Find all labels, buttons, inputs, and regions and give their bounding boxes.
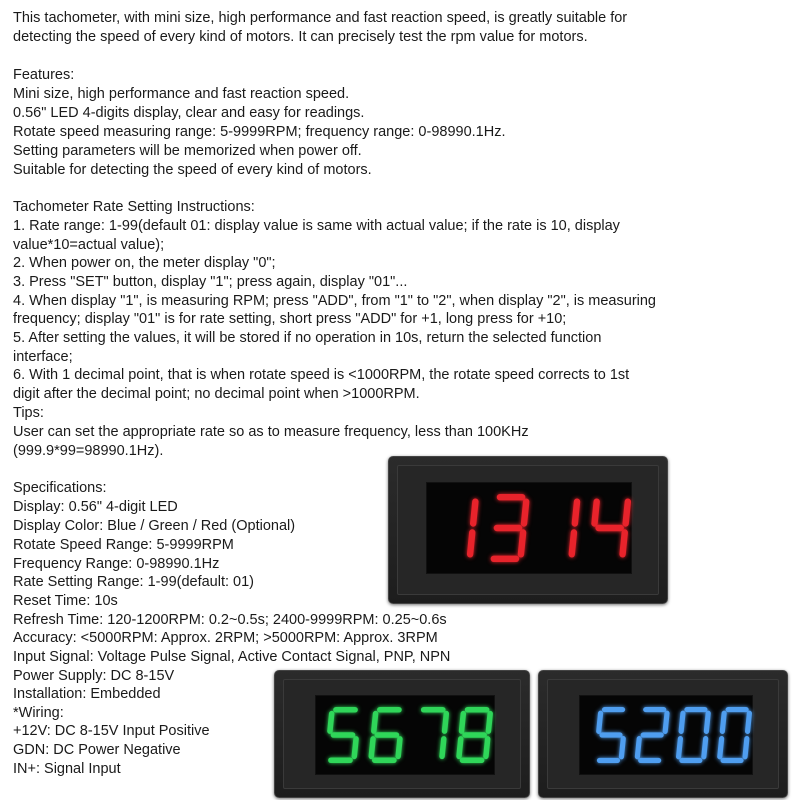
- instruction-line: 1. Rate range: 1-99(default 01: display value is same with actual value; if the rate is 10, display: [13, 218, 620, 234]
- led-digits: [389, 457, 667, 603]
- feature-item: Setting parameters will be memorized when power off.: [13, 143, 362, 159]
- led-segment: [621, 739, 623, 757]
- instruction-line: 4. When display "1", is measuring RPM; press "ADD", from "1" to "2", when display "2", is measuring: [13, 293, 656, 309]
- led-digit: [599, 710, 624, 761]
- instructions-heading: Tachometer Rate Setting Instructions:: [13, 199, 255, 215]
- led-segment: [748, 713, 750, 731]
- led-segment: [595, 502, 597, 524]
- instruction-line: interface;: [13, 349, 73, 365]
- led-segment: [572, 532, 574, 554]
- led-segment: [722, 713, 724, 731]
- led-digit: [494, 497, 526, 559]
- tips-line: User can set the appropriate rate so as to measure frequency, less than 100KHz: [13, 424, 529, 440]
- led-digit: [424, 710, 447, 757]
- led-digits: [539, 671, 787, 797]
- spec-line: GDN: DC Power Negative: [13, 742, 181, 758]
- feature-item: Suitable for detecting the speed of every kind of motors.: [13, 162, 372, 178]
- specs-heading: Specifications:: [13, 480, 107, 496]
- tachometer-red-display: [388, 456, 668, 604]
- led-segment: [473, 502, 475, 524]
- led-digit: [637, 710, 667, 761]
- spec-line: Installation: Embedded: [13, 686, 161, 702]
- led-digit: [459, 710, 490, 760]
- spec-line: *Wiring:: [13, 705, 64, 721]
- instruction-line: value*10=actual value);: [13, 237, 165, 253]
- led-digit: [720, 710, 750, 761]
- spec-line: Rotate Speed Range: 5-9999RPM: [13, 537, 234, 553]
- instruction-line: 2. When power on, the meter display "0";: [13, 255, 276, 271]
- spec-line: Reset Time: 10s: [13, 593, 118, 609]
- led-digit: [330, 710, 356, 760]
- led-segment: [704, 739, 706, 757]
- led-segment: [330, 714, 332, 732]
- spec-line: Display Color: Blue / Green / Red (Optional): [13, 518, 296, 534]
- led-segment: [679, 739, 681, 757]
- instruction-line: frequency; display "01" is for rate setting, short press "ADD" for +1, long press for +10;: [13, 311, 567, 327]
- spec-line: Input Signal: Voltage Pulse Signal, Active Contact Signal, PNP, NPN: [13, 649, 451, 665]
- led-segment: [706, 713, 708, 731]
- led-segment: [524, 502, 526, 524]
- led-segment: [398, 739, 400, 757]
- led-segment: [462, 714, 464, 732]
- led-digit: [595, 502, 628, 555]
- tachometer-blue-display: [538, 670, 788, 798]
- led-segment: [470, 532, 472, 554]
- led-digit: [679, 710, 709, 761]
- led-segment: [445, 714, 447, 732]
- led-segment: [459, 739, 461, 757]
- tips-line: (999.9*99=98990.1Hz).: [13, 443, 164, 459]
- led-segment: [599, 713, 601, 731]
- led-segment: [623, 532, 625, 554]
- led-segment: [665, 713, 667, 731]
- feature-item: 0.56" LED 4-digits display, clear and easy for readings.: [13, 105, 365, 121]
- led-segment: [374, 714, 376, 732]
- instruction-line: 3. Press "SET" button, display "1"; press again, display "01"...: [13, 274, 408, 290]
- instruction-line: digit after the decimal point; no decimal point when >1000RPM.: [13, 386, 420, 402]
- spec-line: +12V: DC 8-15V Input Positive: [13, 723, 210, 739]
- instruction-line: 6. With 1 decimal point, that is when rotate speed is <1000RPM, the rotate speed corrects to 1st: [13, 367, 630, 383]
- spec-line: IN+: Signal Input: [13, 761, 121, 777]
- spec-line: Accuracy: <5000RPM: Approx. 2RPM; >5000RPM: Approx. 3RPM: [13, 630, 438, 646]
- spec-line: Power Supply: DC 8-15V: [13, 668, 175, 684]
- led-digit: [371, 710, 400, 760]
- instruction-line: 5. After setting the values, it will be stored if no operation in 10s, return the selected function: [13, 330, 602, 346]
- led-segment: [521, 532, 523, 554]
- tips-heading: Tips:: [13, 405, 44, 421]
- spec-line: Frequency Range: 0-98990.1Hz: [13, 556, 220, 572]
- led-segment: [488, 714, 490, 732]
- led-segment: [626, 502, 628, 524]
- spec-line: Rate Setting Range: 1-99(default: 01): [13, 574, 255, 590]
- led-segment: [745, 739, 747, 757]
- led-segment: [371, 739, 373, 757]
- intro-line-2: detecting the speed of every kind of motors. It can precisely test the rpm value for motors.: [13, 29, 588, 45]
- tachometer-green-display: [274, 670, 530, 798]
- led-digit: [470, 502, 475, 555]
- led-segment: [442, 739, 444, 757]
- spec-line: Display: 0.56" 4-digit LED: [13, 499, 178, 515]
- led-segment: [575, 502, 577, 524]
- led-segment: [681, 713, 683, 731]
- features-heading: Features:: [13, 67, 75, 83]
- led-segment: [720, 739, 722, 757]
- feature-item: Rotate speed measuring range: 5-9999RPM; frequency range: 0-98990.1Hz.: [13, 124, 506, 140]
- led-digits: [275, 671, 529, 797]
- led-segment: [486, 739, 488, 757]
- spec-line: Refresh Time: 120-1200RPM: 0.2~0.5s; 2400-9999RPM: 0.25~0.6s: [13, 612, 447, 628]
- led-digit: [572, 502, 577, 555]
- feature-item: Mini size, high performance and fast reaction speed.: [13, 86, 350, 102]
- led-segment: [354, 739, 356, 757]
- intro-line-1: This tachometer, with mini size, high performance and fast reaction speed, is greatly suitable for: [13, 10, 628, 26]
- led-segment: [637, 739, 639, 757]
